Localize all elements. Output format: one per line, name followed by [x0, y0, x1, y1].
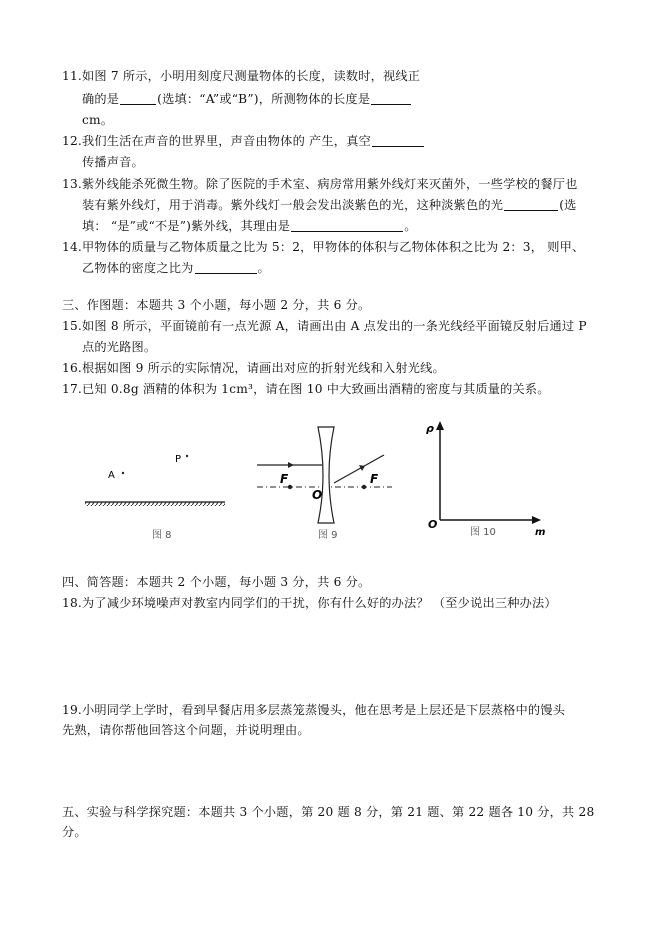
q11-answer-blank-2[interactable]: [371, 92, 411, 105]
q12-line2: 传播声音。: [82, 155, 144, 169]
q13-line3: [82, 218, 417, 234]
fig10-y-arrow: [436, 421, 444, 430]
q19-line2: 先熟，请你帮他回答这个问题，并说明理由。: [62, 723, 310, 737]
q13-text-a: 装有紫外线灯，用于消毒。紫外线灯一般会发出淡紫色的光，这种淡紫色的光: [82, 198, 504, 212]
figure-8: [80, 440, 240, 550]
fig8-point-a: [122, 472, 124, 474]
q11-line2: [82, 91, 412, 107]
fig10-caption: 图 10: [470, 527, 496, 538]
fig9-incident-arrow: [288, 462, 294, 468]
q13-text-b: (选: [559, 198, 577, 212]
q13-answer-blank-2[interactable]: [291, 219, 403, 232]
fig8-point-p: [186, 455, 188, 457]
q12-text: 12.我们生活在声音的世界里，声音由物体的 产生，真空: [62, 134, 371, 148]
fig9-concave-lens: [318, 427, 334, 523]
section-4-heading: 四、简答题：本题共 2 个小题，每小题 3 分，共 6 分。: [62, 575, 371, 589]
fig8-mirror-hatch: [85, 502, 225, 506]
q13-answer-blank-1[interactable]: [504, 198, 558, 211]
figure-9: [252, 425, 397, 545]
q13-text-d: 。: [404, 219, 417, 233]
fig10-x-arrow: [532, 516, 541, 524]
fig9-focus-right-dot: [362, 485, 366, 489]
q11-text-b: (选填：“A”或“B”)，所测物体的长度是: [157, 92, 371, 106]
fig9-focus-left-dot: [288, 485, 292, 489]
fig9-label-o: O: [312, 488, 323, 502]
q15-line1: 15.如图 8 所示，平面镜前有一点光源 A，请画出由 A 点发出的一条光线经平面镜反射后通过 P: [62, 319, 587, 333]
q14-answer-blank[interactable]: [195, 261, 257, 274]
q11-text-a: 确的是: [82, 92, 120, 106]
q12-answer-blank[interactable]: [372, 134, 424, 147]
fig10-label-o: O: [428, 518, 438, 531]
fig9-label-f-right: F: [370, 472, 379, 486]
q14-text-b: 。: [257, 261, 270, 275]
q11-line1: 11.如图 7 所示，小明用刻度尺测量物体的长度，读数时，视线正: [62, 69, 421, 83]
section-3-heading: 三、作图题：本题共 3 个小题，每小题 2 分，共 6 分。: [62, 298, 371, 312]
section-5-line2: 分。: [62, 825, 87, 839]
q14-line2: [82, 260, 270, 276]
q13-text-c: 填： “是”或“不是”)紫外线，其理由是: [82, 219, 291, 233]
q19-line1: 19.小明同学上学时，看到早餐店用多层蒸笼蒸馒头，他在思考是上层还是下层蒸格中的馒头: [62, 703, 566, 717]
q16-line1: 16.根据如图 9 所示的实际情况，请画出对应的折射光线和入射光线。: [62, 361, 445, 375]
q15-line2: 点的光路图。: [82, 340, 157, 354]
fig10-label-m: m: [535, 527, 546, 538]
q11-answer-blank-1[interactable]: [120, 92, 156, 105]
fig8-label-a: A: [108, 470, 115, 481]
fig8-caption: 图 8: [152, 530, 172, 541]
fig8-label-p: P: [175, 454, 182, 465]
figure-10: [420, 418, 550, 543]
fig10-label-rho: ρ: [426, 422, 434, 435]
q12-line1: [62, 133, 425, 149]
fig9-caption: 图 9: [318, 530, 338, 541]
q13-line1: 13.紫外线能杀死微生物。除了医院的手术室、病房常用紫外线灯来灭菌外，一些学校的餐厅也: [62, 177, 578, 191]
q14-text-a: 乙物体的密度之比为: [82, 261, 194, 275]
fig9-label-f-left: F: [280, 472, 289, 486]
q11-line3: cm。: [82, 113, 114, 127]
q18-line1: 18.为了减少环境噪声对教室内同学们的干扰，你有什么好的办法？ （至少说出三种办法）: [62, 596, 557, 610]
q14-line1: 14.甲物体的质量与乙物体质量之比为 5：2，甲物体的体积与乙物体体积之比为 2：3， 则甲、: [62, 240, 585, 254]
section-5-line1: 五、实验与科学探究题：本题共 3 个小题，第 20 题 8 分，第 21 题、第 22 题各 10 分，共 28: [62, 805, 595, 819]
q13-line2: [82, 197, 577, 213]
q17-line1: 17.已知 0.8g 酒精的体积为 1cm³，请在图 10 中大致画出酒精的密度与其质量的关系。: [62, 382, 550, 396]
